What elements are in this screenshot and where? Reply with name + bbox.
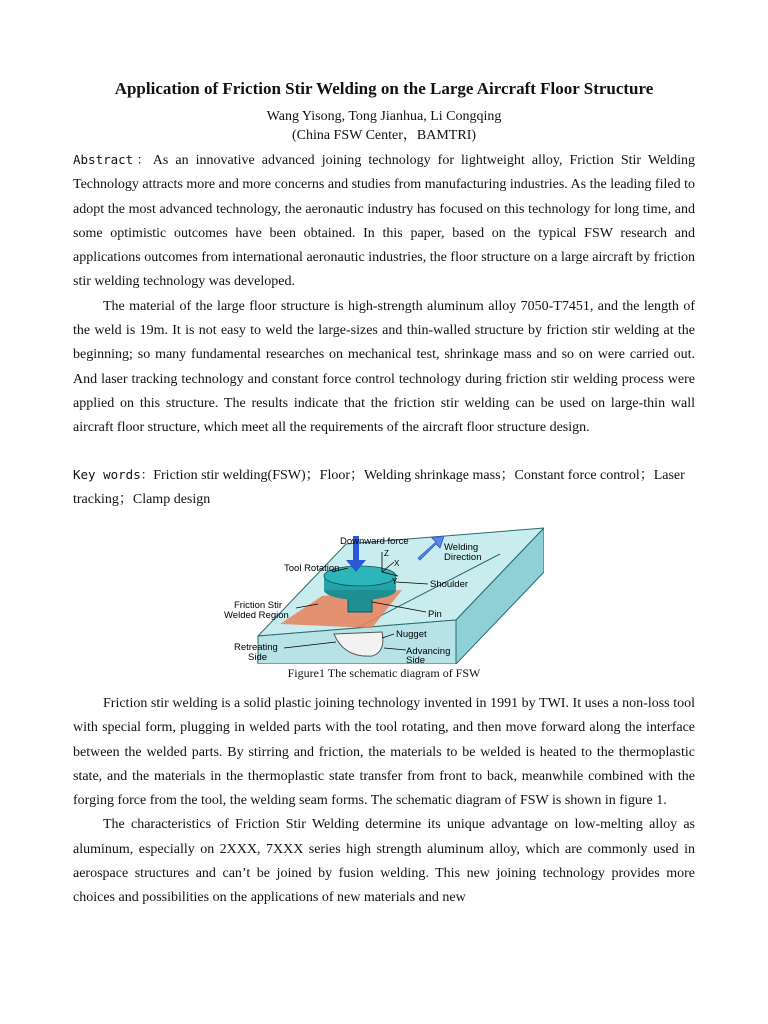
abstract-section	[73, 148, 695, 441]
label-advancing-2: Side	[406, 655, 426, 664]
label-retreating-2: Side	[248, 652, 268, 663]
label-tool-rotation: Tool Rotation	[284, 563, 340, 574]
body-section	[73, 692, 695, 911]
keywords-line	[73, 463, 695, 513]
paper-affiliation: (China FSW Center，BAMTRI)	[291, 128, 477, 143]
figure-caption: Figure1 The schematic diagram of FSW	[287, 666, 481, 680]
axis-z-label: Z	[384, 549, 389, 558]
body-paragraph-2: The characteristics of Friction Stir Welding determine its unique advantage on low-melting alloy as aluminum, especially on 2XXX, 7XXX series high strength aluminum alloy, which are commonly used in aerospace structures and can’t be joined by fusion welding. This new joining technology provides more choices and possibilities on the applications of new materials and new	[73, 817, 695, 906]
abstract-paragraph-2: The material of the large floor structure is high-strength aluminum alloy 7050-T7451, and the length of the weld is 19m. It is not easy to weld the large-sizes and thin-walled structure by friction stir welding at the beginning; so many fundamental researches on mechanical test, shrinkage mass and so on were carried out. And laser tracking technology and constant force control technology during friction stir welding process were applied on this structure. The results indicate that the friction stir welding can be used on large-thin wall aircraft floor structure, which meet all the requirements of the aircraft floor structure design.	[73, 298, 695, 436]
abstract-paragraph-1	[73, 148, 695, 295]
fsw-schematic-diagram	[222, 524, 544, 664]
label-nugget: Nugget	[396, 629, 427, 640]
abstract-text-1: As an innovative advanced joining technology for lightweight alloy, Friction Stir Welding Technology attracts more and more concerns and studies from manufacturing industries. As the leading filed to adopt the most advanced technology, the aeronautic industry has focused on this technology for long time, and some optimistic outcomes have been obtained. In this paper, based on the typical FSW research and applications outcomes from international aeronautic industries, the floor structure on a large aircraft by friction stir welding technology was developed.	[73, 153, 695, 290]
paper-authors: Wang Yisong, Tong Jianhua, Li Congqing	[266, 109, 502, 124]
axis-x-label: X	[394, 559, 400, 568]
label-fsw-region-1: Friction Stir	[234, 600, 283, 611]
fsw-schematic-figure	[222, 524, 544, 664]
label-retreating-1: Retreating	[234, 642, 278, 653]
label-downward-force: Downward force	[340, 536, 409, 547]
axis-y-label: Y	[392, 577, 398, 586]
body-paragraph-1: Friction stir welding is a solid plastic joining technology invented in 1991 by TWI. It uses a non-loss tool with special form, plugging in welded parts with the tool rotating, and then move forward along the interface between the welded parts. By stirring and friction, the materials to be welded is heated to the thermoplastic state, and the materials in the thermoplastic state transfer from front to back, meanwhile combined with the forging force from the tool, the welding seam forms. The schematic diagram of FSW is shown in figure 1.	[73, 696, 695, 809]
keywords-section	[73, 463, 695, 513]
keywords-text: Friction stir welding(FSW)；Floor；Welding shrinkage mass；Constant force control；Laser tracking；Clamp design	[73, 468, 685, 508]
label-fsw-region-2: Welded Region	[224, 610, 289, 621]
label-shoulder: Shoulder	[430, 579, 469, 590]
abstract-label: Abstract：	[73, 152, 153, 167]
label-advancing-1: Advancing	[406, 646, 451, 657]
label-welding-direction-2: Direction	[444, 552, 482, 563]
keywords-label: Key words：	[73, 467, 154, 482]
label-pin: Pin	[428, 609, 442, 620]
paper-title: Application of Friction Stir Welding on the Large Aircraft Floor Structure	[114, 79, 654, 98]
label-welding-direction-1: Welding	[444, 542, 479, 553]
